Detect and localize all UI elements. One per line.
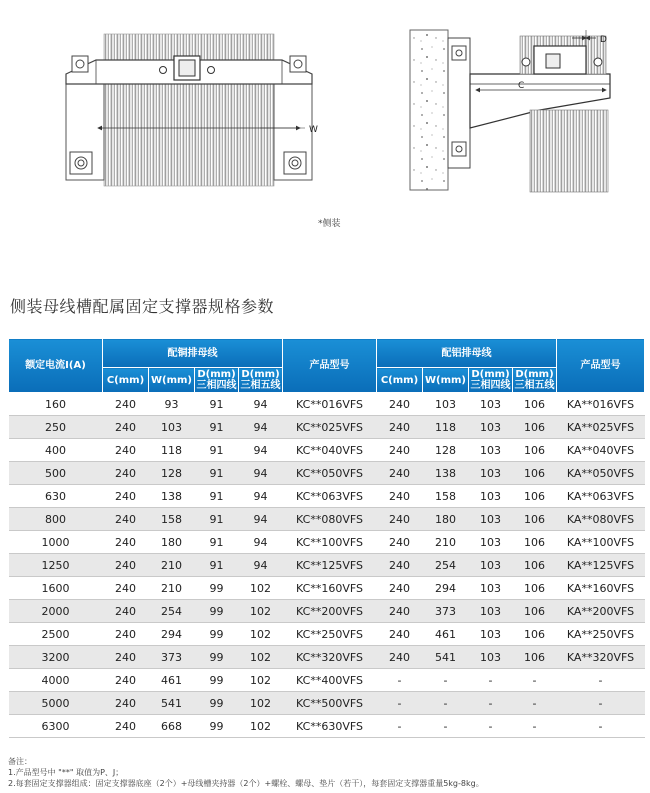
table-row [9, 577, 645, 600]
table-cell: 240 [103, 600, 149, 623]
table-cell: KC**250VFS [283, 623, 377, 646]
table-cell: 99 [195, 623, 239, 646]
table-cell: 240 [103, 577, 149, 600]
table-cell: 103 [469, 600, 513, 623]
table-cell: 180 [149, 531, 195, 554]
table-cell: KC**200VFS [283, 600, 377, 623]
table-cell: 103 [469, 462, 513, 485]
table-cell: 91 [195, 485, 239, 508]
table-cell: 668 [149, 715, 195, 738]
table-cell: 240 [377, 508, 423, 531]
table-cell: 500 [9, 462, 103, 485]
table-cell: 102 [239, 692, 283, 715]
table-cell: 94 [239, 439, 283, 462]
table-cell: KA**063VFS [557, 485, 645, 508]
table-cell: 1000 [9, 531, 103, 554]
table-cell: 373 [149, 646, 195, 669]
table-row [9, 416, 645, 439]
table-cell: 250 [9, 416, 103, 439]
table-cell: 461 [423, 623, 469, 646]
table-cell: 373 [423, 600, 469, 623]
table-cell: 180 [423, 508, 469, 531]
table-cell: 6300 [9, 715, 103, 738]
table-cell: KC**025VFS [283, 416, 377, 439]
table-cell: 210 [149, 577, 195, 600]
table-cell: 94 [239, 531, 283, 554]
table-cell: KA**100VFS [557, 531, 645, 554]
table-cell: 2500 [9, 623, 103, 646]
table-cell: 103 [469, 485, 513, 508]
table-cell: KC**400VFS [283, 669, 377, 692]
table-cell: - [513, 692, 557, 715]
table-cell: 294 [149, 623, 195, 646]
table-cell: 240 [103, 508, 149, 531]
table-cell: KA**250VFS [557, 623, 645, 646]
table-cell: 158 [423, 485, 469, 508]
table-cell: 461 [149, 669, 195, 692]
table-cell: 240 [103, 416, 149, 439]
table-cell: KC**320VFS [283, 646, 377, 669]
table-cell: 102 [239, 669, 283, 692]
table-cell: 102 [239, 577, 283, 600]
table-cell: - [513, 669, 557, 692]
table-cell: 102 [239, 715, 283, 738]
table-cell: 106 [513, 554, 557, 577]
table-cell: 240 [377, 485, 423, 508]
header-al-d4: D(mm) 三相四线 [470, 369, 511, 391]
table-cell: KC**040VFS [283, 439, 377, 462]
table-cell: 103 [469, 393, 513, 416]
table-cell: 240 [103, 485, 149, 508]
notes [8, 756, 484, 789]
header-copper-group: 配铜排母线 [103, 339, 283, 368]
spec-table-body [9, 393, 645, 738]
table-cell: 103 [423, 393, 469, 416]
header-cu-d4: D(mm) 三相四线 [196, 369, 237, 391]
table-cell: 103 [469, 623, 513, 646]
table-cell: - [469, 669, 513, 692]
table-cell: - [423, 692, 469, 715]
table-cell: - [469, 715, 513, 738]
dimension-label-c: C [518, 81, 525, 91]
table-cell: 99 [195, 692, 239, 715]
table-cell: 240 [377, 623, 423, 646]
table-row [9, 715, 645, 738]
table-cell: 103 [469, 439, 513, 462]
table-cell: 240 [103, 646, 149, 669]
table-cell: 240 [377, 393, 423, 416]
header-copper-model: 产品型号 [283, 339, 377, 393]
header-cu-w: W(mm) [149, 368, 195, 393]
table-cell: - [377, 692, 423, 715]
table-cell: 99 [195, 646, 239, 669]
side-view-drawing [410, 30, 610, 192]
table-cell: - [513, 715, 557, 738]
header-aluminum-group: 配铝排母线 [377, 339, 557, 368]
table-cell: 106 [513, 646, 557, 669]
table-row [9, 508, 645, 531]
table-cell: 91 [195, 439, 239, 462]
header-al-d5: D(mm) 三相五线 [514, 369, 555, 391]
table-cell: 102 [239, 623, 283, 646]
table-cell: 102 [239, 646, 283, 669]
table-cell: 240 [103, 715, 149, 738]
dimension-label-w: W [309, 125, 318, 135]
header-cu-c: C(mm) [103, 368, 149, 393]
table-cell: KA**320VFS [557, 646, 645, 669]
figure-caption: *侧装 [318, 219, 341, 229]
table-cell: 94 [239, 508, 283, 531]
table-cell: 240 [377, 531, 423, 554]
header-al-c: C(mm) [377, 368, 423, 393]
table-cell: 128 [423, 439, 469, 462]
table-cell: KC**063VFS [283, 485, 377, 508]
table-row [9, 623, 645, 646]
table-cell: 91 [195, 554, 239, 577]
table-cell: 240 [377, 554, 423, 577]
table-cell: 102 [239, 600, 283, 623]
table-cell: 103 [469, 531, 513, 554]
table-cell: - [557, 692, 645, 715]
table-cell: 5000 [9, 692, 103, 715]
table-cell: 91 [195, 416, 239, 439]
table-cell: 240 [103, 554, 149, 577]
table-cell: 94 [239, 485, 283, 508]
table-cell: 3200 [9, 646, 103, 669]
table-cell: 103 [469, 416, 513, 439]
table-row [9, 462, 645, 485]
table-cell: KA**125VFS [557, 554, 645, 577]
table-cell: 94 [239, 554, 283, 577]
notes-heading: 备注： [8, 757, 32, 766]
table-cell: KA**080VFS [557, 508, 645, 531]
table-cell: KC**016VFS [283, 393, 377, 416]
table-cell: 103 [469, 554, 513, 577]
table-cell: 541 [423, 646, 469, 669]
table-row [9, 600, 645, 623]
table-cell: KA**200VFS [557, 600, 645, 623]
table-cell: 106 [513, 531, 557, 554]
table-cell: 240 [103, 623, 149, 646]
table-cell: 99 [195, 600, 239, 623]
table-cell: 800 [9, 508, 103, 531]
table-cell: 103 [469, 577, 513, 600]
table-cell: 160 [9, 393, 103, 416]
table-row [9, 646, 645, 669]
table-cell: 240 [103, 531, 149, 554]
table-cell: 91 [195, 393, 239, 416]
table-cell: KA**016VFS [557, 393, 645, 416]
table-cell: 93 [149, 393, 195, 416]
table-cell: 210 [423, 531, 469, 554]
table-row [9, 393, 645, 416]
table-cell: - [377, 669, 423, 692]
table-cell: 541 [149, 692, 195, 715]
front-view-drawing [66, 34, 318, 186]
table-cell: 128 [149, 462, 195, 485]
table-cell: 106 [513, 485, 557, 508]
table-cell: 106 [513, 577, 557, 600]
table-row [9, 531, 645, 554]
header-al-w: W(mm) [423, 368, 469, 393]
table-cell: 91 [195, 531, 239, 554]
table-cell: KC**500VFS [283, 692, 377, 715]
table-cell: 138 [423, 462, 469, 485]
table-cell: 400 [9, 439, 103, 462]
table-cell: - [377, 715, 423, 738]
table-row [9, 554, 645, 577]
table-cell: 240 [377, 416, 423, 439]
header-rated-current: 额定电流I(A) [9, 339, 103, 393]
table-cell: 106 [513, 416, 557, 439]
table-cell: 240 [377, 462, 423, 485]
table-cell: - [469, 692, 513, 715]
table-cell: 1600 [9, 577, 103, 600]
header-cu-d5: D(mm) 三相五线 [240, 369, 281, 391]
table-cell: 4000 [9, 669, 103, 692]
spec-table [8, 338, 645, 738]
table-cell: 118 [149, 439, 195, 462]
table-cell: KC**080VFS [283, 508, 377, 531]
table-cell: 106 [513, 508, 557, 531]
table-cell: 91 [195, 508, 239, 531]
table-cell: 94 [239, 393, 283, 416]
table-cell: 106 [513, 439, 557, 462]
table-cell: 94 [239, 462, 283, 485]
table-cell: 240 [377, 600, 423, 623]
table-cell: 1250 [9, 554, 103, 577]
table-cell: - [557, 715, 645, 738]
table-cell: 99 [195, 715, 239, 738]
page-title: 侧装母线槽配属固定支撑器规格参数 [10, 297, 275, 316]
table-cell: KA**160VFS [557, 577, 645, 600]
table-row [9, 669, 645, 692]
table-cell: KA**040VFS [557, 439, 645, 462]
table-cell: 240 [103, 692, 149, 715]
table-cell: 630 [9, 485, 103, 508]
table-cell: 138 [149, 485, 195, 508]
table-cell: 254 [423, 554, 469, 577]
note-item-2: 2.每套固定支撑器组成：固定支撑器底座（2个）+母线槽夹持器（2个）+螺栓、螺母、垫片（若干），每套固定支撑器重量5kg-8kg。 [8, 779, 484, 788]
table-cell: - [423, 669, 469, 692]
installation-drawings [0, 0, 650, 250]
table-cell: 240 [103, 669, 149, 692]
table-cell: KC**630VFS [283, 715, 377, 738]
table-cell: KA**050VFS [557, 462, 645, 485]
table-row [9, 692, 645, 715]
table-cell: 103 [469, 508, 513, 531]
dimension-label-d: D [600, 35, 607, 45]
table-cell: 99 [195, 669, 239, 692]
table-cell: 254 [149, 600, 195, 623]
note-item-1: 1.产品型号中 "**" 取值为P、J； [8, 768, 124, 777]
table-cell: 91 [195, 462, 239, 485]
table-cell: 240 [377, 646, 423, 669]
table-cell: 94 [239, 416, 283, 439]
table-cell: 158 [149, 508, 195, 531]
table-cell: 106 [513, 393, 557, 416]
table-cell: 118 [423, 416, 469, 439]
table-row [9, 485, 645, 508]
table-cell: 240 [103, 462, 149, 485]
table-cell: 2000 [9, 600, 103, 623]
table-cell: 240 [377, 577, 423, 600]
table-cell: 103 [149, 416, 195, 439]
table-cell: 99 [195, 577, 239, 600]
table-cell: - [557, 669, 645, 692]
table-cell: 106 [513, 462, 557, 485]
table-cell: 240 [377, 439, 423, 462]
table-cell: 106 [513, 600, 557, 623]
table-cell: 103 [469, 646, 513, 669]
table-cell: KA**025VFS [557, 416, 645, 439]
table-cell: KC**160VFS [283, 577, 377, 600]
table-cell: 210 [149, 554, 195, 577]
table-cell: KC**050VFS [283, 462, 377, 485]
table-cell: 106 [513, 623, 557, 646]
header-aluminum-model: 产品型号 [557, 339, 645, 393]
table-cell: 294 [423, 577, 469, 600]
table-cell: KC**100VFS [283, 531, 377, 554]
table-cell: - [423, 715, 469, 738]
table-cell: 240 [103, 393, 149, 416]
table-cell: KC**125VFS [283, 554, 377, 577]
table-row [9, 439, 645, 462]
table-cell: 240 [103, 439, 149, 462]
